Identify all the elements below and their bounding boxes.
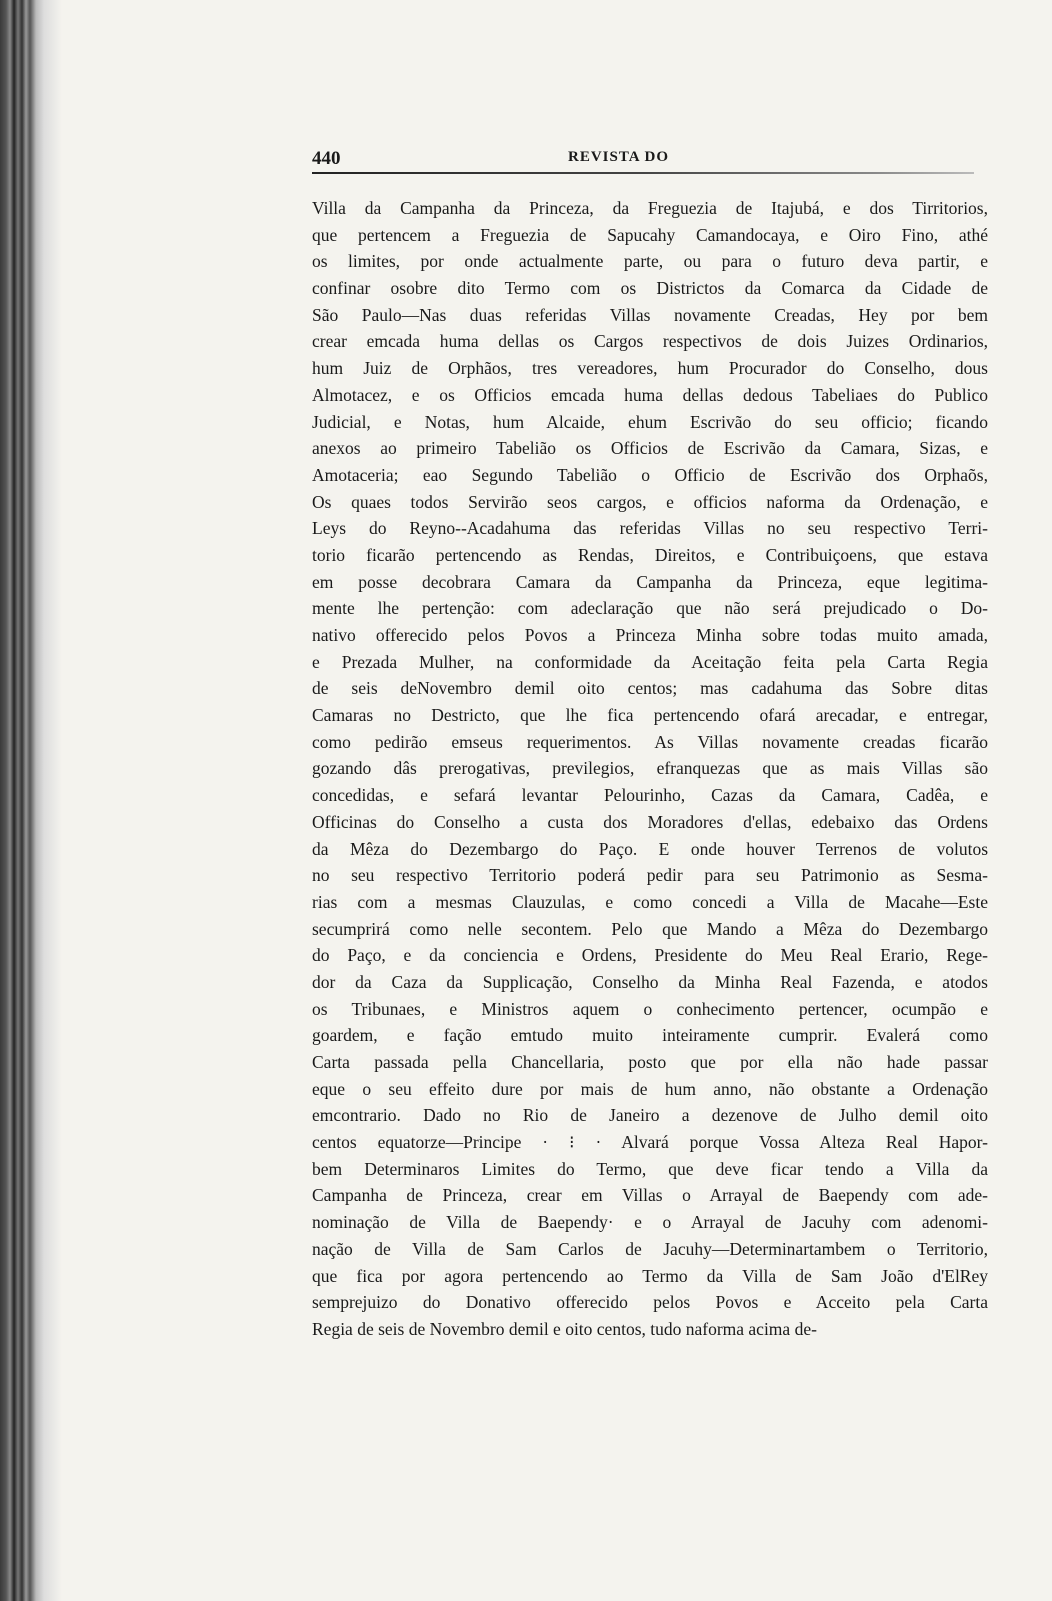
text-line: Campanha de Princeza, crear em Villas o Arrayal de Baependy com ade-: [312, 1185, 988, 1206]
text-line: Judicial, e Notas, hum Alcaide, ehum Escrivão do seu officio; ficando: [312, 411, 988, 432]
text-line: nominação de Villa de Baependy· e o Arrayal de Jacuhy com adenomi-: [312, 1212, 988, 1233]
text-line: São Paulo—Nas duas referidas Villas novamente Creadas, Hey por bem: [312, 304, 988, 325]
text-line: Regia de seis de Novembro demil e oito centos, tudo naforma acima de-: [312, 1318, 817, 1339]
text-line: que pertencem a Freguezia de Sapucahy Camandocaya, e Oiro Fino, athé: [312, 224, 988, 245]
running-head: REVISTA DO: [568, 149, 669, 165]
text-line: Officinas do Conselho a custa dos Moradores d'ellas, edebaixo das Ordens: [312, 811, 988, 832]
text-line: nação de Villa de Sam Carlos de Jacuhy—Determinartambem o Territorio,: [312, 1238, 988, 1259]
text-line: centos equatorze—Principe · ⁝ · Alvará porque Vossa Alteza Real Hapor-: [312, 1132, 988, 1153]
text-line: hum Juiz de Orphãos, tres vereadores, hum Procurador do Conselho, dous: [312, 358, 988, 379]
text-line: Camaras no Destricto, que lhe fica pertencendo ofará arecadar, e entregar,: [312, 705, 988, 726]
text-line: do Paço, e da conciencia e Ordens, Presidente do Meu Real Erario, Rege-: [312, 945, 988, 966]
text-line: os limites, por onde actualmente parte, ou para o futuro deva partir, e: [312, 251, 988, 272]
text-line: Carta passada pella Chancellaria, posto que por ella não hade passar: [312, 1052, 988, 1072]
text-line: semprejuizo do Donativo offerecido pelos Povos e Acceito pela Carta: [312, 1292, 988, 1313]
text-line: mente lhe pertenção: com adeclaração que não será prejudicado o Do-: [312, 598, 988, 619]
text-line: confinar osobre dito Termo com os Districtos da Comarca da Cidade de: [312, 278, 988, 299]
text-line: bem Determinaros Limites do Termo, que deve ficar tendo a Villa da: [312, 1158, 988, 1179]
text-line: como pedirão emseus requerimentos. As Villas novamente creadas ficarão: [312, 731, 988, 752]
text-line: gozando dâs prerogativas, previlegios, efranquezas que as mais Villas são: [312, 758, 988, 779]
text-line: e Prezada Mulher, na conformidade da Aceitação feita pela Carta Regia: [312, 651, 988, 672]
text-line: Amotaceria; eao Segundo Tabelião o Officio de Escrivão dos Orphaõs,: [312, 464, 988, 485]
text-line: da Mêza do Dezembargo do Paço. E onde houver Terrenos de volutos: [312, 838, 988, 859]
text-line: nativo offerecido pelos Povos a Princeza Minha sobre todas muito amada,: [312, 625, 988, 645]
text-line: que fica por agora pertencendo ao Termo da Villa de Sam João d'ElRey: [312, 1265, 988, 1286]
text-line: crear emcada huma dellas os Cargos respectivos de dois Juizes Ordinarios,: [312, 331, 988, 352]
text-line: em posse decobrara Camara da Campanha da Princeza, eque legitima-: [312, 571, 988, 592]
text-line: torio ficarão pertencendo as Rendas, Direitos, e Contribuiçoens, que estava: [312, 544, 988, 565]
text-line: Leys do Reyno--Acadahuma das referidas Villas no seu respectivo Terri-: [312, 518, 988, 539]
text-line: os Tribunaes, e Ministros aquem o conhecimento pertencer, ocumpão e: [312, 998, 988, 1019]
book-binding-edge: [0, 0, 62, 1601]
text-line: concedidas, e sefará levantar Pelourinho, Cazas da Camara, Cadêa, e: [312, 785, 988, 806]
text-line: anexos ao primeiro Tabelião os Officios de Escrivão da Camara, Sizas, e: [312, 438, 988, 459]
header-rule: [312, 172, 974, 174]
text-line: secumprirá como nelle secontem. Pelo que Mando a Mêza do Dezembargo: [312, 918, 988, 939]
text-line: goardem, e fação emtudo muito inteiramente cumprir. Evalerá como: [312, 1025, 988, 1046]
text-line: emcontrario. Dado no Rio de Janeiro a dezenove de Julho demil oito: [312, 1105, 988, 1126]
text-line: de seis deNovembro demil oito centos; mas cadahuma das Sobre ditas: [312, 678, 988, 699]
page-header: [312, 148, 974, 170]
page-number: 440: [312, 148, 341, 169]
text-line: dor da Caza da Supplicação, Conselho da Minha Real Fazenda, e atodos: [312, 971, 988, 992]
text-line: Villa da Campanha da Princeza, da Freguezia de Itajubá, e dos Tirritorios,: [312, 198, 988, 218]
body-text: [312, 195, 988, 1343]
text-line: Os quaes todos Servirão seos cargos, e officios naforma da Ordenação, e: [312, 491, 988, 512]
text-line: rias com a mesmas Clauzulas, e como concedi a Villa de Macahe—Este: [312, 891, 988, 912]
text-line: eque o seu effeito dure por mais de hum anno, não obstante a Ordenação: [312, 1078, 988, 1099]
text-line: no seu respectivo Territorio poderá pedir para seu Patrimonio as Sesma-: [312, 865, 988, 886]
text-line: Almotacez, e os Officios emcada huma dellas dedous Tabeliaes do Publico: [312, 384, 988, 405]
